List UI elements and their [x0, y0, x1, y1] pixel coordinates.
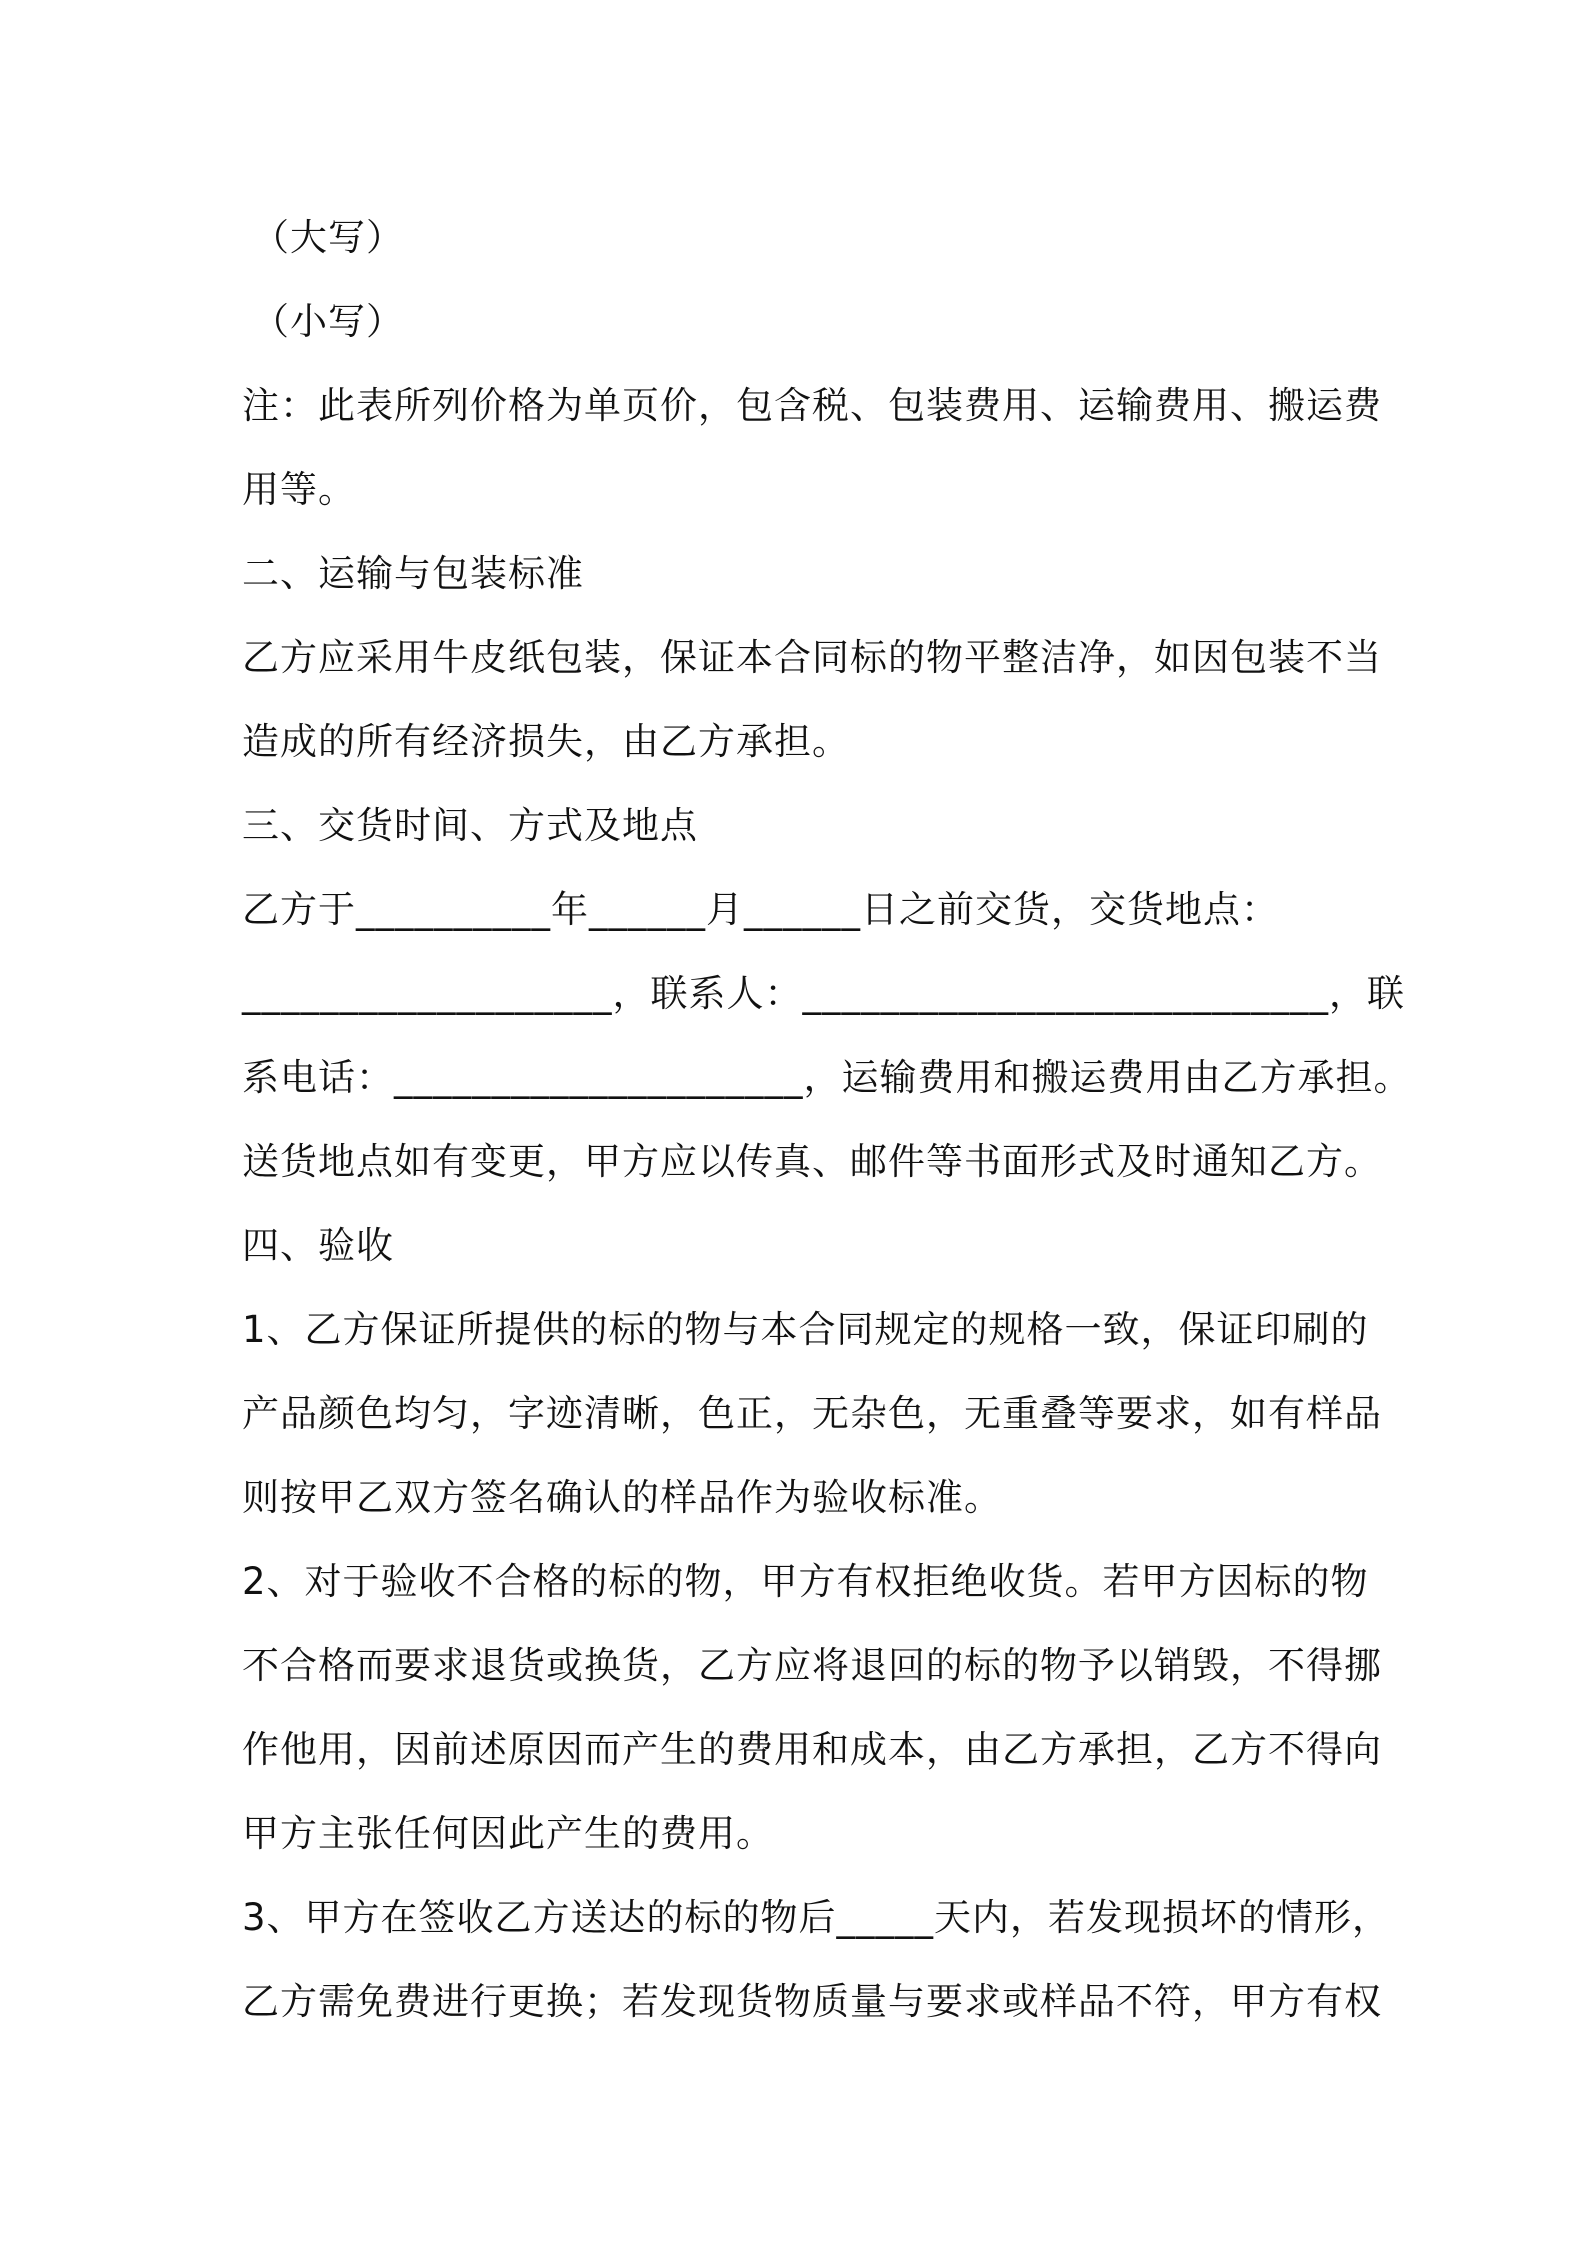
acceptance-item-2-line-4: 甲方主张任何因此产生的费用。 [242, 1812, 774, 1855]
acceptance-item-1-line-2: 产品颜色均匀，字迹清晰，色正，无杂色，无重叠等要求，如有样品 [242, 1392, 1382, 1435]
delivery-paragraph-line-4: 送货地点如有变更，甲方应以传真、邮件等书面形式及时通知乙方。 [242, 1140, 1382, 1183]
delivery-paragraph-line-3: 系电话：_____________________，运输费用和搬运费用由乙方承担。 [242, 1056, 1412, 1099]
amount-lowercase-label: （小写） [252, 300, 404, 343]
section-heading-delivery: 三、交货时间、方式及地点 [242, 804, 698, 847]
acceptance-item-2-line-3: 作他用，因前述原因而产生的费用和成本，由乙方承担，乙方不得向 [242, 1728, 1382, 1771]
acceptance-item-2-line-1: 2、对于验收不合格的标的物，甲方有权拒绝收货。若甲方因标的物 [242, 1560, 1369, 1603]
delivery-paragraph-line-1: 乙方于__________年______月______日之前交货，交货地点： [242, 888, 1279, 931]
price-note-line-2: 用等。 [242, 468, 356, 511]
delivery-paragraph-line-2: ___________________，联系人：___________________________，联 [242, 972, 1405, 1015]
acceptance-item-1-line-1: 1、乙方保证所提供的标的物与本合同规定的规格一致，保证印刷的 [242, 1308, 1369, 1351]
section-heading-transport-packaging: 二、运输与包装标准 [242, 552, 584, 595]
acceptance-item-3-line-1: 3、甲方在签收乙方送达的标的物后_____天内，若发现损坏的情形， [242, 1896, 1391, 1939]
amount-uppercase-label: （大写） [252, 216, 404, 259]
acceptance-item-2-line-2: 不合格而要求退货或换货，乙方应将退回的标的物予以销毁，不得挪 [242, 1644, 1382, 1687]
price-note-line-1: 注：此表所列价格为单页价，包含税、包装费用、运输费用、搬运费 [242, 384, 1382, 427]
section-heading-acceptance: 四、验收 [242, 1224, 394, 1267]
packaging-paragraph-line-2: 造成的所有经济损失，由乙方承担。 [242, 720, 850, 763]
packaging-paragraph-line-1: 乙方应采用牛皮纸包装，保证本合同标的物平整洁净，如因包装不当 [242, 636, 1382, 679]
acceptance-item-3-line-2: 乙方需免费进行更换；若发现货物质量与要求或样品不符，甲方有权 [242, 1980, 1382, 2023]
document-body [242, 196, 1412, 2044]
acceptance-item-1-line-3: 则按甲乙双方签名确认的样品作为验收标准。 [242, 1476, 1002, 1519]
